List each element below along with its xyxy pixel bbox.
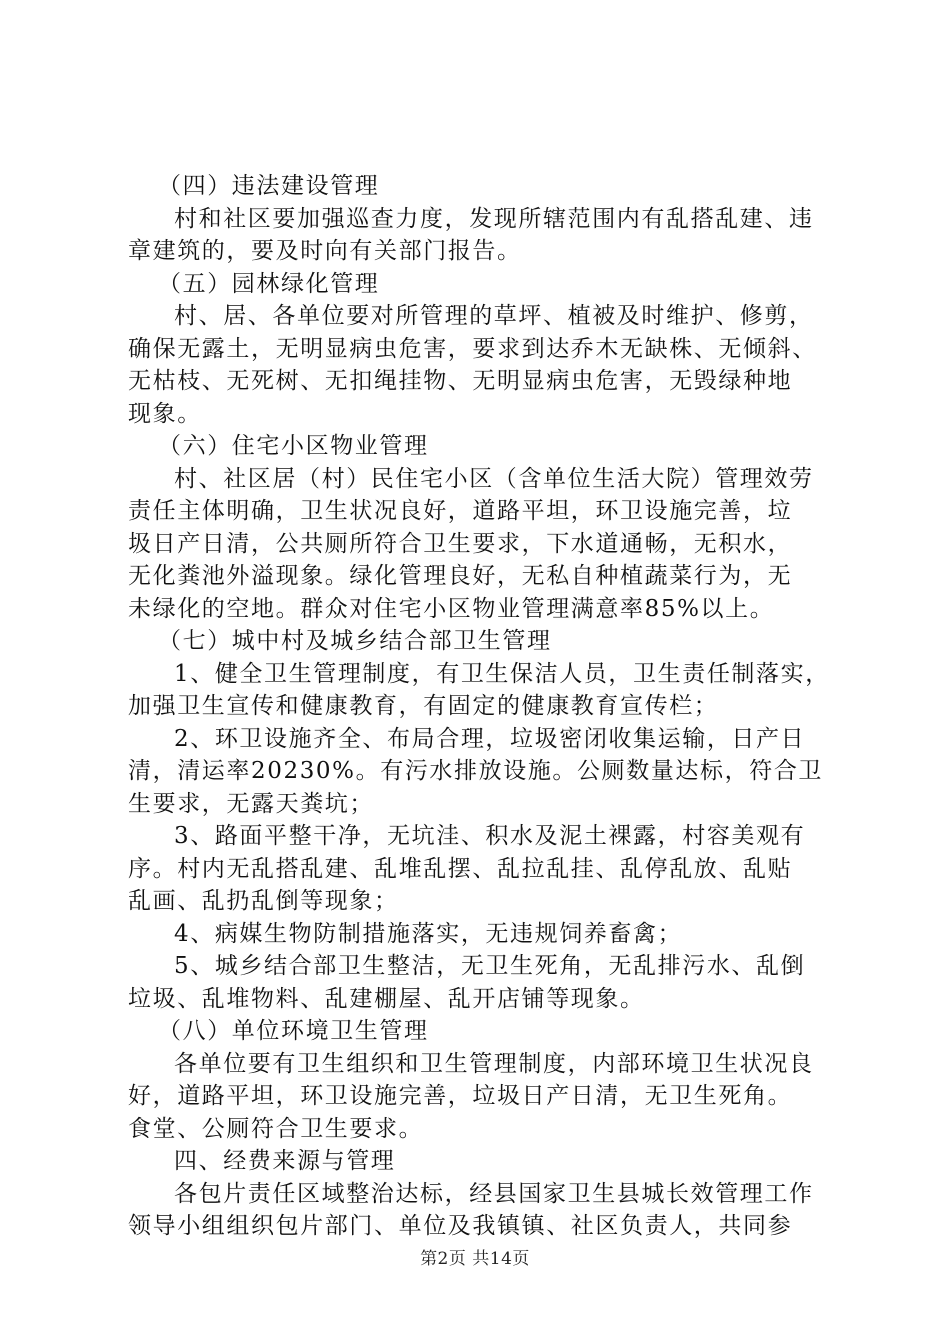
document-body bbox=[128, 170, 848, 1243]
paragraph-line: 各单位要有卫生组织和卫生管理制度，内部环境卫生状况良 bbox=[174, 1050, 814, 1077]
section-heading-8: （八）单位环境卫生管理 bbox=[158, 1018, 429, 1044]
paragraph-line: 责任主体明确，卫生状况良好，道路平坦，环卫设施完善，垃 bbox=[128, 498, 793, 524]
paragraph-line: 食堂、公厕符合卫生要求。 bbox=[128, 1115, 424, 1142]
section-heading-5: （五）园林绿化管理 bbox=[158, 270, 380, 297]
section-heading-6: （六）住宅小区物业管理 bbox=[158, 433, 429, 459]
paragraph-line: 3、路面平整干净，无坑洼、积水及泥土裸露，村容美观有 bbox=[174, 823, 806, 849]
paragraph-line: 无化粪池外溢现象。绿化管理良好，无私自种植蔬菜行为，无 bbox=[128, 563, 793, 589]
paragraph-line: 好，道路平坦，环卫设施完善，垃圾日产日清，无卫生死角。 bbox=[128, 1083, 793, 1109]
paragraph-line: 现象。 bbox=[128, 400, 202, 427]
section-heading-funding: 四、经费来源与管理 bbox=[174, 1148, 396, 1174]
paragraph-line: 村、居、各单位要对所管理的草坪、植被及时维护、修剪， bbox=[174, 303, 814, 329]
paragraph-line: 确保无露土，无明显病虫危害，要求到达乔木无缺株、无倾斜、 bbox=[128, 335, 817, 362]
paragraph-line: 清，清运率20230%。有污水排放设施。公厕数量达标，符合卫 bbox=[128, 758, 824, 784]
paragraph-line: 4、病媒生物防制措施落实，无违规饲养畜禽； bbox=[174, 920, 683, 947]
paragraph-line: 垃圾、乱堆物料、乱建棚屋、乱开店铺等现象。 bbox=[128, 985, 645, 1012]
section-heading-4: （四）违法建设管理 bbox=[158, 173, 380, 199]
paragraph-line: 5、城乡结合部卫生整洁，无卫生死角，无乱排污水、乱倒 bbox=[174, 953, 806, 979]
paragraph-line: 生要求，无露天粪坑； bbox=[128, 790, 374, 817]
paragraph-line: 章建筑的，要及时向有关部门报告。 bbox=[128, 238, 522, 264]
paragraph-line: 序。村内无乱搭乱建、乱堆乱摆、乱拉乱挂、乱停乱放、乱贴 bbox=[128, 855, 793, 882]
paragraph-line: 2、环卫设施齐全、布局合理，垃圾密闭收集运输，日产日 bbox=[174, 725, 806, 752]
paragraph-line: 各包片责任区域整治达标，经县国家卫生县城长效管理工作 bbox=[174, 1180, 814, 1207]
paragraph-line: 无枯枝、无死树、无扣绳挂物、无明显病虫危害，无毁绿种地 bbox=[128, 368, 793, 394]
paragraph-line: 加强卫生宣传和健康教育，有固定的健康教育宣传栏； bbox=[128, 693, 719, 719]
paragraph-line: 村和社区要加强巡查力度，发现所辖范围内有乱搭乱建、违 bbox=[174, 205, 814, 232]
section-heading-7: （七）城中村及城乡结合部卫生管理 bbox=[158, 628, 552, 654]
paragraph-line: 圾日产日清，公共厕所符合卫生要求，下水道通畅，无积水， bbox=[128, 530, 793, 557]
page-number-footer: 第2页 共14页 bbox=[420, 1249, 530, 1269]
paragraph-line: 村、社区居（村）民住宅小区（含单位生活大院）管理效劳 bbox=[174, 465, 814, 492]
paragraph-line: 乱画、乱扔乱倒等现象； bbox=[128, 888, 399, 914]
paragraph-line: 领导小组组织包片部门、单位及我镇镇、社区负责人，共同参 bbox=[128, 1213, 793, 1239]
paragraph-line: 1、健全卫生管理制度，有卫生保洁人员，卫生责任制落实， bbox=[174, 660, 830, 687]
paragraph-line: 未绿化的空地。群众对住宅小区物业管理满意率85%以上。 bbox=[128, 595, 775, 622]
